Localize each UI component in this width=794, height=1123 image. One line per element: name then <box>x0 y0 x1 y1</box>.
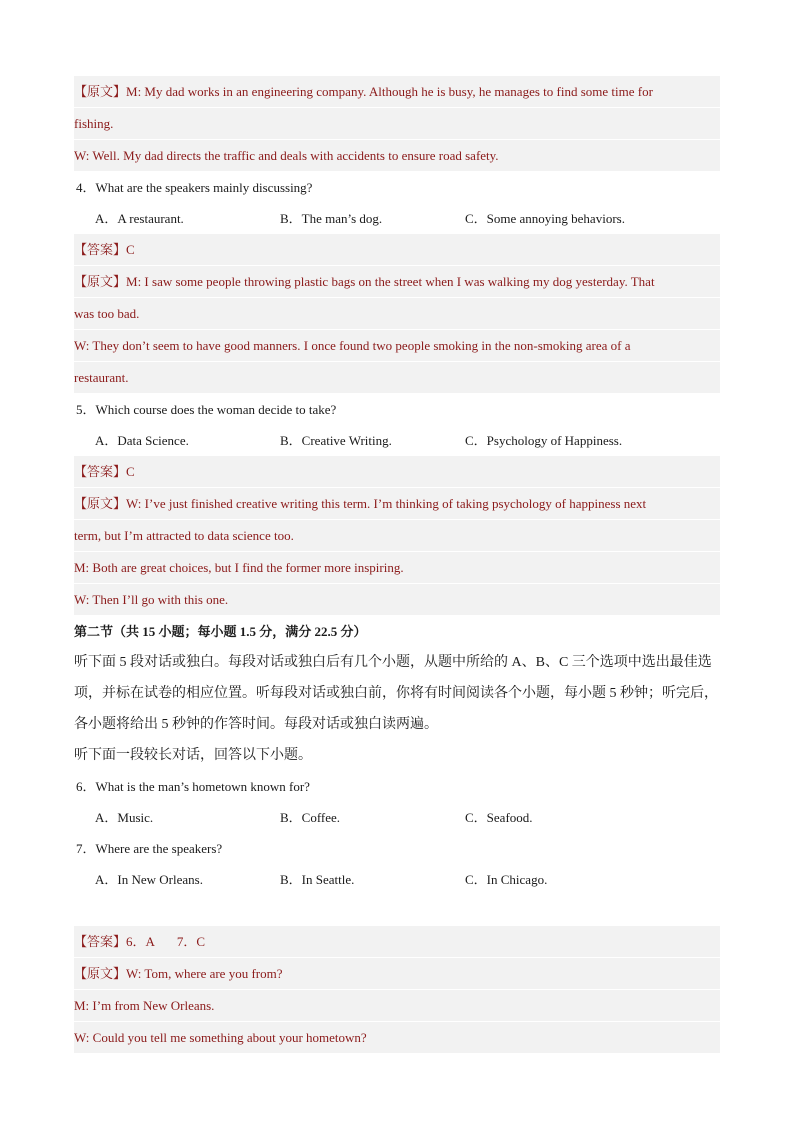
option-b: B．The man’s dog. <box>280 211 383 226</box>
question-5-stem: 5．Which course does the woman decide to take? <box>76 402 337 417</box>
question-5-options <box>74 425 720 456</box>
transcript-text: W: They don’t seem to have good manners. I once found two people smoking in the non-smoking area of a <box>74 338 631 353</box>
option-b: B．In Seattle. <box>280 872 355 887</box>
transcript-line <box>74 76 720 107</box>
transcript-line <box>74 266 720 297</box>
transcript-line <box>74 488 720 519</box>
section-instructions: 各小题将给出 5 秒钟的作答时间。每段对话或独白读两遍。 <box>74 717 438 732</box>
transcript-tag: 【原文】 <box>74 496 127 511</box>
option-a: A．A restaurant. <box>95 211 184 226</box>
answer-line <box>74 926 720 957</box>
transcript-line <box>74 584 720 615</box>
transcript-text: restaurant. <box>74 370 129 385</box>
answer-value: 6．A 7．C <box>126 934 206 949</box>
transcript-line <box>74 1022 720 1053</box>
section-instructions: 项，并标在试卷的相应位置。听每段对话或独白前，你将有时间阅读各个小题，每小题 5 秒钟；听完后， <box>74 686 718 701</box>
section-instructions: 听下面一段较长对话，回答以下小题。 <box>74 748 312 763</box>
question-6-options <box>74 802 720 833</box>
answer-line <box>74 456 720 487</box>
transcript-tag: 【原文】 <box>74 966 127 981</box>
transcript-text: W: Well. My dad directs the traffic and deals with accidents to ensure road safety. <box>74 148 499 163</box>
question-4-options <box>74 203 720 234</box>
transcript-line <box>74 298 720 329</box>
question-6-stem: 6．What is the man’s hometown known for? <box>76 779 310 794</box>
answer-value: C <box>126 464 135 479</box>
document-page <box>74 76 720 1054</box>
spacer <box>74 895 720 926</box>
transcript-line <box>74 108 720 139</box>
transcript-text: M: My dad works in an engineering company. Although he is busy, he manages to find some time for <box>126 84 653 99</box>
transcript-text: W: Tom, where are you from? <box>126 966 283 981</box>
answer-value: C <box>126 242 135 257</box>
option-a: A．Music. <box>95 810 154 825</box>
transcript-text: M: I’m from New Orleans. <box>74 998 215 1013</box>
transcript-text: M: Both are great choices, but I find the former more inspiring. <box>74 560 404 575</box>
question-7-options <box>74 864 720 895</box>
option-b: B．Creative Writing. <box>280 433 392 448</box>
transcript-text: W: Then I’ll go with this one. <box>74 592 229 607</box>
transcript-text: fishing. <box>74 116 114 131</box>
transcript-text: M: I saw some people throwing plastic bags on the street when I was walking my dog yesterday. That <box>126 274 655 289</box>
answer-tag: 【答案】 <box>74 934 127 949</box>
transcript-line <box>74 552 720 583</box>
answer-line <box>74 234 720 265</box>
transcript-text: was too bad. <box>74 306 140 321</box>
transcript-line <box>74 520 720 551</box>
section-instructions: 听下面 5 段对话或独白。每段对话或独白后有几个小题，从题中所给的 A、B、C 三个选项中选出最佳选 <box>74 655 712 670</box>
transcript-line <box>74 958 720 989</box>
answer-tag: 【答案】 <box>74 242 127 257</box>
option-c: C．In Chicago. <box>465 872 548 887</box>
question-7-stem: 7．Where are the speakers? <box>76 841 223 856</box>
transcript-text: term, but I’m attracted to data science too. <box>74 528 294 543</box>
transcript-text: W: Could you tell me something about your hometown? <box>74 1030 367 1045</box>
transcript-tag: 【原文】 <box>74 84 127 99</box>
option-c: C．Psychology of Happiness. <box>465 433 623 448</box>
answer-tag: 【答案】 <box>74 464 127 479</box>
question-4-stem: 4．What are the speakers mainly discussing? <box>76 180 313 195</box>
section-heading: 第二节（共 15 小题；每小题 1.5 分，满分 22.5 分） <box>74 624 367 639</box>
transcript-line <box>74 362 720 393</box>
transcript-tag: 【原文】 <box>74 274 127 289</box>
transcript-line <box>74 330 720 361</box>
option-a: A．Data Science. <box>95 433 189 448</box>
option-c: C．Some annoying behaviors. <box>465 211 625 226</box>
option-a: A．In New Orleans. <box>95 872 203 887</box>
transcript-line <box>74 990 720 1021</box>
transcript-line <box>74 140 720 171</box>
transcript-text: W: I’ve just finished creative writing this term. I’m thinking of taking psychology of happiness next <box>126 496 647 511</box>
option-b: B．Coffee. <box>280 810 341 825</box>
option-c: C．Seafood. <box>465 810 533 825</box>
